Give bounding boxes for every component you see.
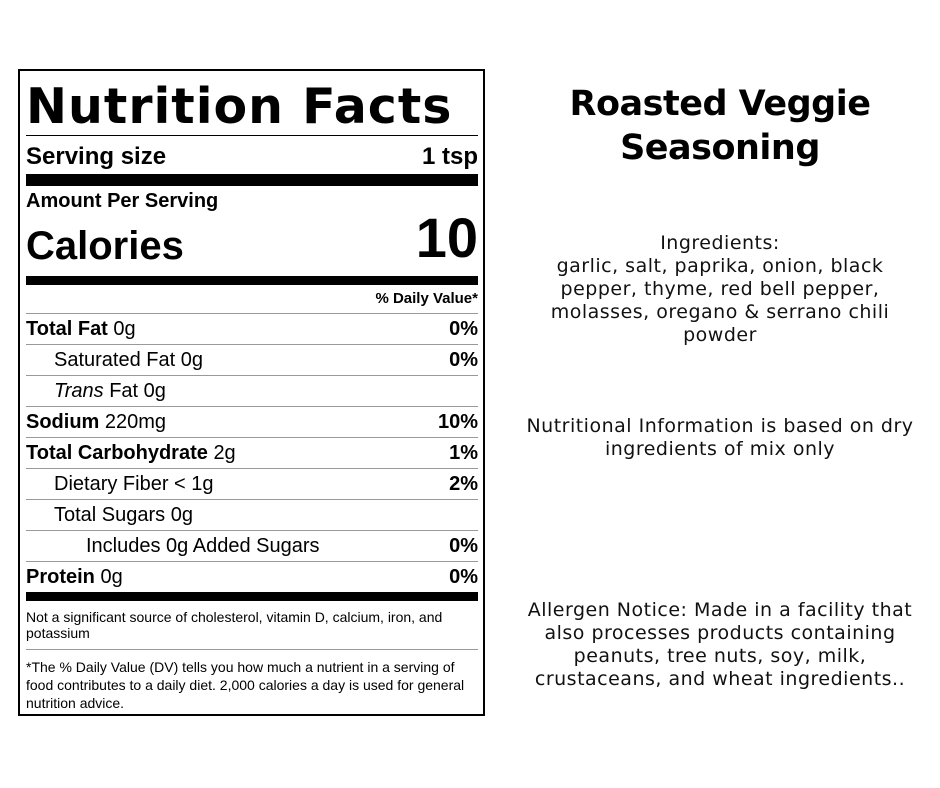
serving-size-value: 1 tsp: [421, 143, 478, 170]
footnote-not-significant: Not a significant source of cholesterol, vitamin D, calcium, iron, and potassium: [26, 609, 443, 641]
ingredients-block: [520, 232, 920, 347]
nutrient-row-dietary-fiber: Dietary Fiber < 1g 2%: [26, 468, 478, 499]
thick-divider: [26, 174, 478, 186]
serving-size-row: [26, 140, 478, 174]
serving-size-label: Serving size: [26, 143, 167, 170]
nutrient-row-trans-fat: Trans Fat 0g: [26, 375, 478, 406]
calories-label: Calories: [26, 224, 184, 268]
footnote-daily-value: *The % Daily Value (DV) tells you how much a nutrient in a serving of food contributes to a daily diet. 2,000 calories a day is used for general nutrition advice.: [26, 659, 465, 711]
nutrition-facts-title: Nutrition Facts: [26, 78, 453, 135]
nutrient-row-protein: Protein 0g 0%: [26, 561, 478, 592]
nutrient-row-added-sugars: Includes 0g Added Sugars 0%: [26, 530, 478, 561]
daily-value-header: % Daily Value*: [375, 290, 478, 307]
allergen-notice: Allergen Notice: Made in a facility that also processes products containing peanuts, tree nuts, soy, milk, crustaceans, and wheat ingredients..: [527, 599, 913, 690]
medium-divider: [26, 276, 478, 285]
nutrient-row-sodium: Sodium 220mg 10%: [26, 406, 478, 437]
calories-row: [26, 206, 478, 269]
nutrition-facts-label: [18, 69, 485, 716]
product-title: Roasted Veggie Seasoning: [569, 84, 871, 168]
amount-per-serving: Amount Per Serving: [26, 190, 219, 212]
nutrient-row-total-carbohydrate: Total Carbohydrate 2g 1%: [26, 437, 478, 468]
bottom-divider: [26, 592, 478, 601]
ingredients-heading: Ingredients:: [660, 232, 780, 254]
calories-value: 10: [415, 206, 478, 269]
nutrient-row-total-sugars: Total Sugars 0g: [26, 499, 478, 530]
nutrition-note: Nutritional Information is based on dry ingredients of mix only: [526, 415, 914, 460]
ingredients-text: garlic, salt, paprika, onion, black pepper, thyme, red bell pepper, molasses, oregano & serrano chili powder: [550, 255, 890, 346]
nutrient-row-saturated-fat: Saturated Fat 0g 0%: [26, 344, 478, 375]
nutrient-row-total-fat: Total Fat 0g 0%: [26, 313, 478, 344]
